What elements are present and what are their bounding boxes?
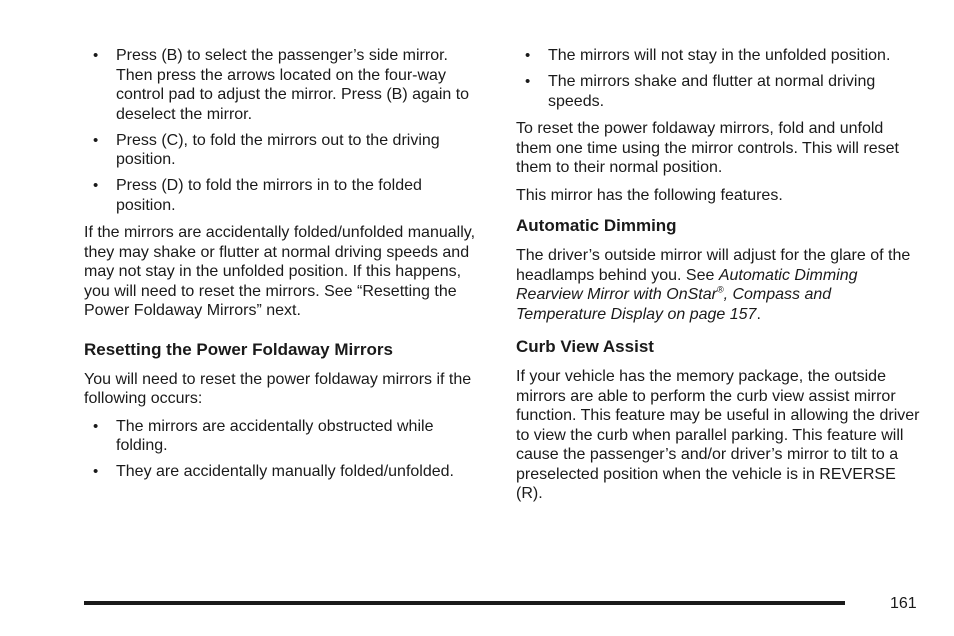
- heading-curb-view-assist: Curb View Assist: [516, 337, 654, 356]
- registered-mark: ®: [716, 284, 724, 295]
- bullet-icon: •: [93, 463, 99, 480]
- list-item-text: Press (B) to select the passenger’s side mirror. Then press the arrows located on the four-way control pad to adjust the mirror. Press (B) again to deselect the mirror.: [116, 47, 470, 123]
- bullet-icon: •: [525, 73, 531, 90]
- list-item-text: The mirrors are accidentally obstructed while folding.: [116, 417, 434, 454]
- bullet-icon: •: [93, 47, 99, 64]
- paragraph-automatic-dimming: [516, 246, 920, 324]
- bullet-icon: •: [93, 177, 99, 194]
- bullet-icon: •: [93, 417, 99, 435]
- cross-reference-text: , Compass and Temperature Display on page 157: [516, 286, 832, 323]
- list-item-text: The mirrors shake and flutter at normal driving speeds.: [548, 73, 876, 110]
- list-item: [84, 176, 484, 215]
- dimming-text: The driver’s outside mirror will adjust for the glare of the headlamps behind you. See: [516, 247, 911, 284]
- list-item-text: They are accidentally manually folded/unfolded.: [116, 463, 454, 480]
- list-item-text: Press (D) to fold the mirrors in to the folded position.: [116, 177, 422, 214]
- list-item: [516, 46, 920, 66]
- cross-reference-text: Automatic Dimming Rearview Mirror with OnStar: [516, 266, 858, 303]
- list-item-text: Press (C), to fold the mirrors out to the driving position.: [116, 131, 440, 168]
- paragraph-reset-instructions: To reset the power foldaway mirrors, fold and unfold them one time using the mirror controls. This will reset them to their normal position.: [516, 120, 899, 176]
- list-item: [84, 46, 484, 124]
- paragraph-unfolded-warning: If the mirrors are accidentally folded/unfolded manually, they may shake or flutter at normal driving speeds and may not stay in the unfolded position. If this happens, you will need to reset the mirrors. See “Resetting the Power Foldaway Mirrors” next.: [84, 224, 476, 319]
- page-number: 161: [890, 595, 917, 612]
- reset-conditions-list: [84, 417, 484, 482]
- bullet-icon: •: [93, 131, 99, 149]
- mirror-control-steps-list: [84, 46, 484, 215]
- paragraph-features-intro: This mirror has the following features.: [516, 186, 783, 204]
- reset-conditions-list-continued: [516, 46, 920, 111]
- paragraph-curb-view-assist: If your vehicle has the memory package, the outside mirrors are able to perform the curb view assist mirror function. This feature may be useful in allowing the driver to view the curb when parallel parking. This feature will cause the passenger’s and/or driver’s mirror to tilt to a preselected position when the vehicle is in REVERSE (R).: [516, 368, 920, 502]
- list-item-text: The mirrors will not stay in the unfolded position.: [548, 47, 891, 64]
- heading-automatic-dimming: Automatic Dimming: [516, 216, 677, 235]
- paragraph-reset-intro: You will need to reset the power foldaway mirrors if the following occurs:: [84, 370, 472, 407]
- list-item: [84, 131, 484, 170]
- list-item: [84, 462, 484, 482]
- heading-resetting-mirrors: Resetting the Power Foldaway Mirrors: [84, 339, 393, 359]
- list-item: [84, 417, 484, 456]
- bullet-icon: •: [525, 47, 531, 64]
- dimming-text-end: .: [756, 305, 761, 323]
- right-column: [516, 46, 920, 512]
- list-item: [516, 72, 920, 111]
- footer-rule: [84, 601, 845, 605]
- left-column: [84, 46, 484, 490]
